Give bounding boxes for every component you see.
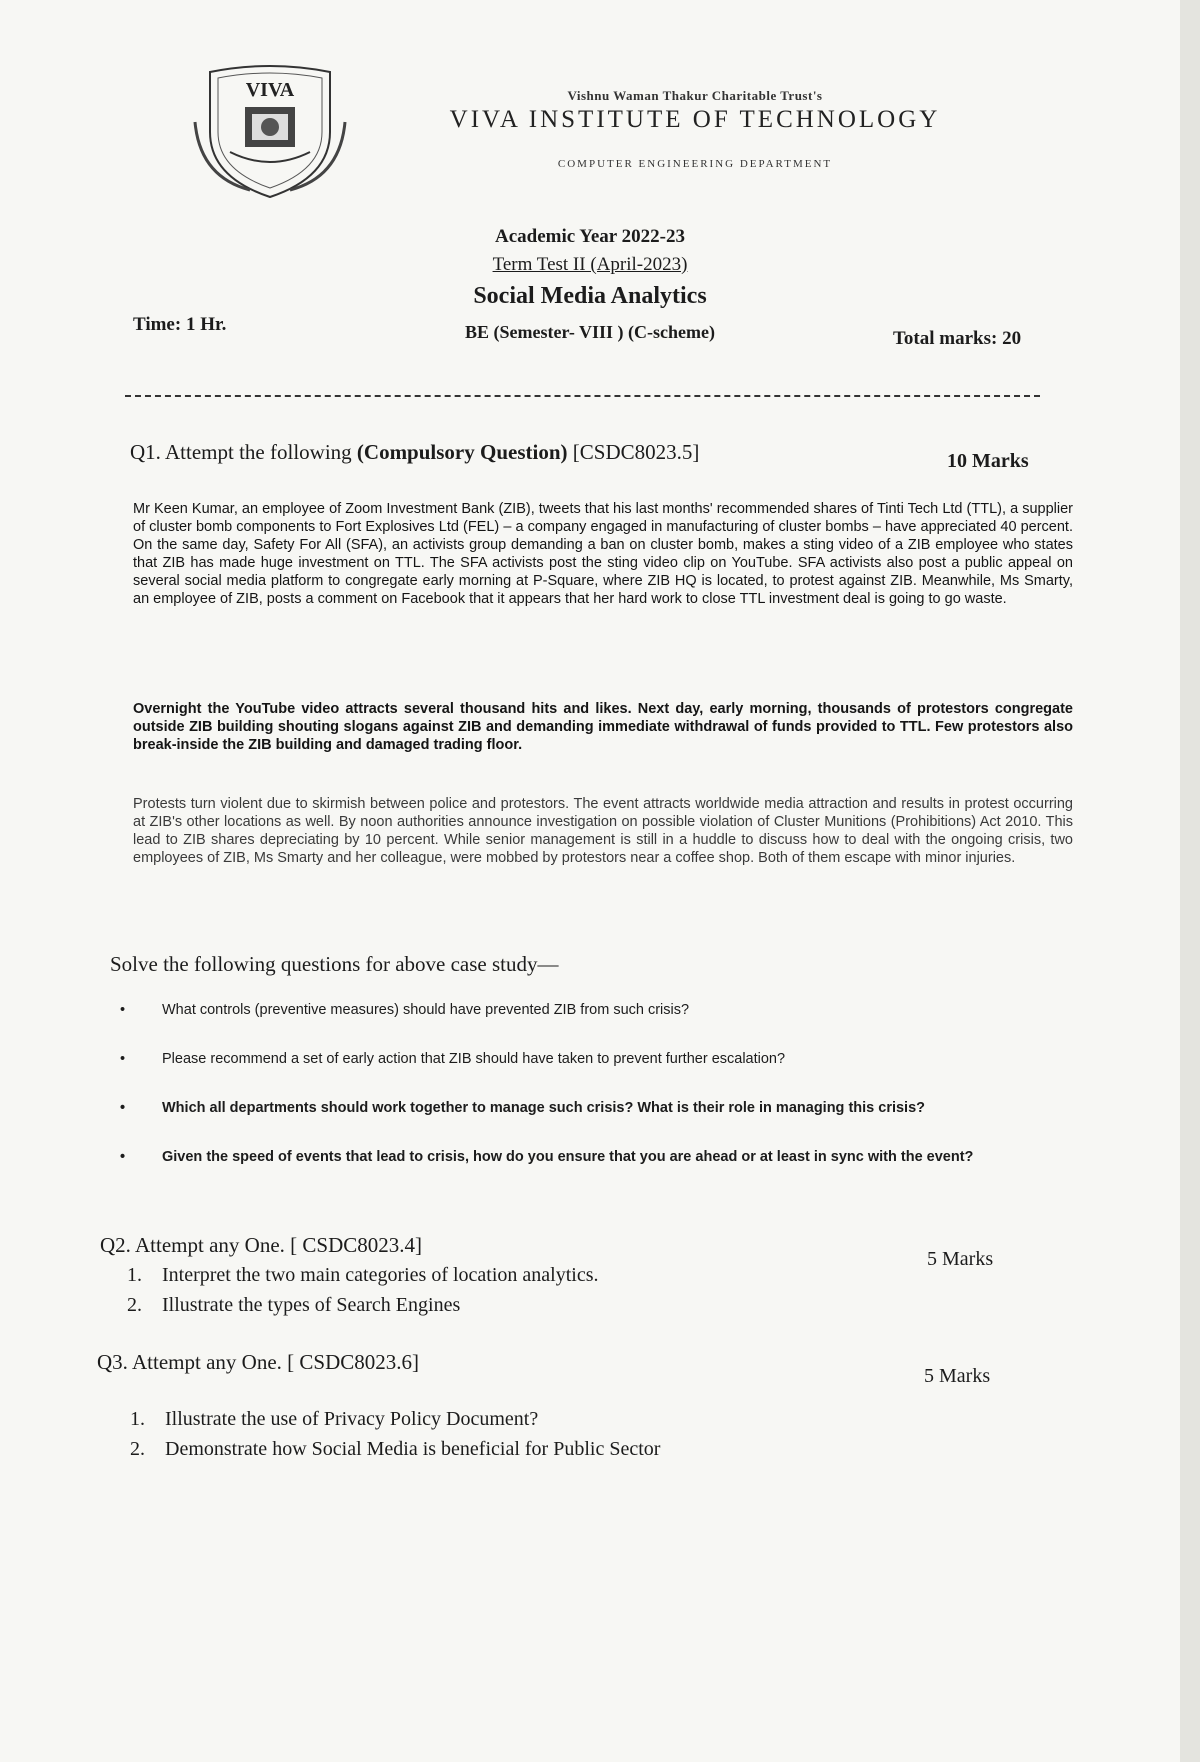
q2-options [127,1264,599,1324]
subject-title: Social Media Analytics [473,283,707,309]
page-edge [1180,0,1200,1762]
case-paragraph-3: Protests turn violent due to skirmish between police and protestors. The event attracts worldwide media attraction and results in protest occurring at ZIB's other locations as well. By noon authorities announce investigation on possible violation of Cluster Munitions (Prohibitions) Act 2010. This lead to ZIB shares depreciating by 10 percent. While senior management is still in a huddle to discuss how to deal with the ongoing crisis, two employees of ZIB, Ms Smarty and her colleague, were mobbed by protestors near a coffee shop. Both of them escape with minor injuries. [133,796,1073,866]
department-name: COMPUTER ENGINEERING DEPARTMENT [557,158,833,170]
q1-heading-pre: Q1. Attempt the following [130,440,357,464]
trust-name: Vishnu Waman Thakur Charitable Trust's [567,88,823,103]
q2-marks: 5 Marks [927,1248,994,1270]
q2-option [127,1264,599,1294]
case-paragraph-2: Overnight the YouTube video attracts several thousand hits and likes. Next day, early morning, thousands of protestors congregate outside ZIB building shouting slogans against ZIB and demanding immediate withdrawal of funds provided to TTL. Few protestors also break-inside the ZIB building and damaged trading floor. [133,701,1073,753]
case-question: • Which all departments should work together to manage such crisis? What is their role in managing this crisis? [118,1100,1018,1149]
solve-instruction: Solve the following questions for above case study— [110,952,559,976]
q1-heading-bold: (Compulsory Question) [356,440,568,464]
exam-duration: Time: 1 Hr. [133,314,227,335]
option-number: 2. [130,1438,145,1460]
case-question: • What controls (preventive measures) should have prevented ZIB from such crisis? [118,1002,1018,1051]
semester-info: BE (Semester- VIII ) (C-scheme) [465,322,715,342]
q1-heading [130,440,699,465]
institute-name: VIVA INSTITUTE OF TECHNOLOGY [449,106,941,133]
option-text: Interpret the two main categories of location analytics. [162,1264,599,1286]
case-question: • Given the speed of events that lead to crisis, how do you ensure that you are ahead or at least in sync with the event? [118,1149,1018,1198]
q2-heading: Q2. Attempt any One. [ CSDC8023.4] [100,1233,422,1257]
option-number: 1. [127,1264,142,1286]
q3-option [130,1408,660,1438]
logo-text: VIVA [245,79,295,101]
option-number: 2. [127,1294,142,1316]
q3-options [130,1408,660,1468]
case-paragraph-1: Mr Keen Kumar, an employee of Zoom Investment Bank (ZIB), tweets that his last months' recommended shares of Tinti Tech Ltd (TTL), a supplier of cluster bomb components to Fort Explosives Ltd (FEL) – a company engaged in manufacturing of cluster bombs – have appreciated 40 percent. On the same day, Safety For All (SFA), an activists group demanding a ban on cluster bomb, makes a sting video of a ZIB employee who states that ZIB has made huge investment on TTL. The SFA activists post the sting video clip on YouTube. SFA activists also post a public appeal on several social media platform to congregate early morning at P-Square, where ZIB HQ is located, to protest against ZIB. Meanwhile, Ms Smarty, an employee of ZIB, posts a comment on Facebook that it appears that her hard work to close TTL investment deal is going to go waste. [133,501,1073,607]
option-number: 1. [130,1408,145,1430]
q3-option [130,1438,660,1468]
affiliation-line-2 [385,146,1005,154]
case-question: • Please recommend a set of early action that ZIB should have taken to prevent further escalation? [118,1051,1018,1100]
total-marks: Total marks: 20 [893,328,1022,349]
affiliation-line [385,136,1005,144]
academic-year: Academic Year 2022-23 [495,226,685,247]
option-text: Illustrate the types of Search Engines [162,1294,461,1316]
option-text: Demonstrate how Social Media is beneficial for Public Sector [165,1438,661,1460]
q1-marks: 10 Marks [947,450,1029,472]
q3-marks: 5 Marks [924,1365,991,1387]
option-text: Illustrate the use of Privacy Policy Document? [165,1408,539,1430]
q3-heading: Q3. Attempt any One. [ CSDC8023.6] [97,1350,419,1374]
institute-logo [190,62,350,202]
institute-header [385,88,1005,170]
divider [125,395,1040,397]
term-test: Term Test II (April-2023) [492,254,688,275]
q2-option [127,1294,599,1324]
q1-heading-code: [CSDC8023.5] [567,440,700,464]
case-questions [118,1002,1018,1198]
